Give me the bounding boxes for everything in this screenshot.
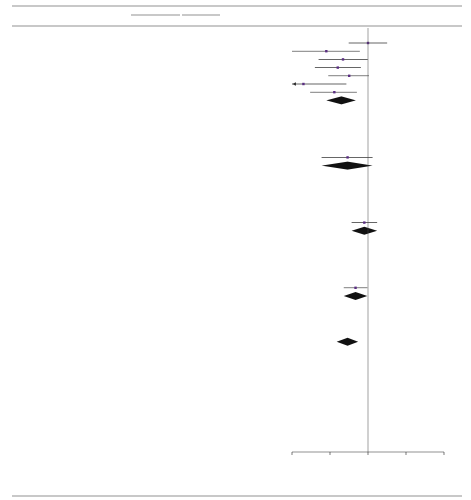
subgroup-3-subtotal-diamond	[352, 227, 378, 235]
subgroup-1-study-5-point	[348, 75, 350, 77]
subgroup-1-study-4-point	[337, 66, 339, 68]
subgroup-1-study-6-ci-arrow	[292, 82, 296, 86]
subgroup-1-subtotal-diamond	[326, 96, 356, 104]
overall-total-diamond	[337, 338, 358, 346]
subgroup-1-study-6-point	[302, 83, 304, 85]
subgroup-1-study-7-point	[333, 91, 335, 93]
subgroup-2-study-1-point	[346, 156, 348, 158]
subgroup-2-subtotal-diamond	[322, 162, 373, 170]
subgroup-1-study-2-point	[325, 50, 327, 52]
subgroup-1-study-3-point	[342, 58, 344, 60]
subgroup-3-study-1-point	[363, 221, 365, 223]
subgroup-4-subtotal-diamond	[344, 292, 368, 300]
subgroup-4-study-1-point	[354, 287, 356, 289]
